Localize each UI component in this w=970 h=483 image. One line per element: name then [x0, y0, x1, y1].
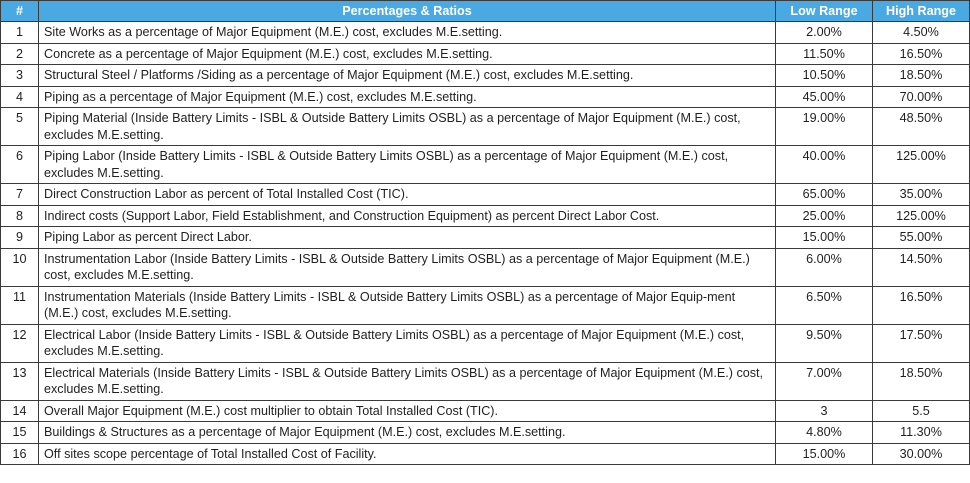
table-row [1, 86, 970, 108]
row-number: 4 [1, 86, 39, 108]
row-description: Direct Construction Labor as percent of Total Installed Cost (TIC). [39, 184, 776, 206]
row-number: 10 [1, 248, 39, 286]
row-number: 16 [1, 443, 39, 465]
row-high-range: 18.50% [873, 362, 970, 400]
row-low-range: 6.00% [776, 248, 873, 286]
table-row [1, 205, 970, 227]
row-high-range: 5.5 [873, 400, 970, 422]
row-low-range: 40.00% [776, 146, 873, 184]
row-description: Piping Material (Inside Battery Limits - ISBL & Outside Battery Limits OSBL) as a percentage of Major Equipment (M.E.) cost, excludes M.E.setting. [39, 108, 776, 146]
row-high-range: 16.50% [873, 286, 970, 324]
column-header-number: # [1, 1, 39, 22]
row-description: Electrical Materials (Inside Battery Limits - ISBL & Outside Battery Limits OSBL) as a percentage of Major Equipment (M.E.) cost, excludes M.E.setting. [39, 362, 776, 400]
row-high-range: 125.00% [873, 146, 970, 184]
row-low-range: 3 [776, 400, 873, 422]
row-number: 3 [1, 65, 39, 87]
row-high-range: 16.50% [873, 43, 970, 65]
row-description: Instrumentation Labor (Inside Battery Limits - ISBL & Outside Battery Limits OSBL) as a percentage of Major Equipment (M.E.) cost, excludes M.E.setting. [39, 248, 776, 286]
table-row [1, 324, 970, 362]
row-description: Electrical Labor (Inside Battery Limits - ISBL & Outside Battery Limits OSBL) as a percentage of Major Equipment (M.E.) cost, excludes M.E.setting. [39, 324, 776, 362]
column-header-high-range: High Range [873, 1, 970, 22]
row-low-range: 65.00% [776, 184, 873, 206]
row-high-range: 17.50% [873, 324, 970, 362]
row-low-range: 45.00% [776, 86, 873, 108]
table-row [1, 146, 970, 184]
row-number: 14 [1, 400, 39, 422]
row-low-range: 15.00% [776, 443, 873, 465]
row-description: Piping as a percentage of Major Equipment (M.E.) cost, excludes M.E.setting. [39, 86, 776, 108]
row-high-range: 35.00% [873, 184, 970, 206]
row-high-range: 125.00% [873, 205, 970, 227]
row-high-range: 11.30% [873, 422, 970, 444]
row-low-range: 11.50% [776, 43, 873, 65]
row-low-range: 15.00% [776, 227, 873, 249]
row-low-range: 25.00% [776, 205, 873, 227]
row-high-range: 48.50% [873, 108, 970, 146]
table-row [1, 65, 970, 87]
table-header-row [1, 1, 970, 22]
table-row [1, 422, 970, 444]
table-row [1, 362, 970, 400]
table-row [1, 108, 970, 146]
row-high-range: 55.00% [873, 227, 970, 249]
row-number: 13 [1, 362, 39, 400]
table-row [1, 227, 970, 249]
row-number: 12 [1, 324, 39, 362]
row-description: Piping Labor (Inside Battery Limits - ISBL & Outside Battery Limits OSBL) as a percentage of Major Equipment (M.E.) cost, excludes M.E.setting. [39, 146, 776, 184]
table-row [1, 43, 970, 65]
row-number: 2 [1, 43, 39, 65]
table-row [1, 22, 970, 44]
row-number: 11 [1, 286, 39, 324]
table-row [1, 184, 970, 206]
row-high-range: 70.00% [873, 86, 970, 108]
row-description: Overall Major Equipment (M.E.) cost multiplier to obtain Total Installed Cost (TIC). [39, 400, 776, 422]
row-high-range: 4.50% [873, 22, 970, 44]
row-number: 9 [1, 227, 39, 249]
row-number: 5 [1, 108, 39, 146]
row-number: 6 [1, 146, 39, 184]
row-number: 8 [1, 205, 39, 227]
row-description: Piping Labor as percent Direct Labor. [39, 227, 776, 249]
column-header-low-range: Low Range [776, 1, 873, 22]
table-row [1, 248, 970, 286]
row-number: 1 [1, 22, 39, 44]
row-description: Indirect costs (Support Labor, Field Establishment, and Construction Equipment) as percent Direct Labor Cost. [39, 205, 776, 227]
row-high-range: 14.50% [873, 248, 970, 286]
row-low-range: 6.50% [776, 286, 873, 324]
row-low-range: 10.50% [776, 65, 873, 87]
row-description: Structural Steel / Platforms /Siding as a percentage of Major Equipment (M.E.) cost, excludes M.E.setting. [39, 65, 776, 87]
row-description: Site Works as a percentage of Major Equipment (M.E.) cost, excludes M.E.setting. [39, 22, 776, 44]
row-description: Buildings & Structures as a percentage of Major Equipment (M.E.) cost, excludes M.E.setting. [39, 422, 776, 444]
row-number: 7 [1, 184, 39, 206]
row-description: Instrumentation Materials (Inside Battery Limits - ISBL & Outside Battery Limits OSBL) as a percentage of Major Equip-ment (M.E.) cost, excludes M.E.setting. [39, 286, 776, 324]
row-low-range: 9.50% [776, 324, 873, 362]
row-low-range: 7.00% [776, 362, 873, 400]
table-row [1, 443, 970, 465]
table-row [1, 286, 970, 324]
column-header-description: Percentages & Ratios [39, 1, 776, 22]
table-row [1, 400, 970, 422]
row-low-range: 4.80% [776, 422, 873, 444]
row-description: Off sites scope percentage of Total Installed Cost of Facility. [39, 443, 776, 465]
row-description: Concrete as a percentage of Major Equipment (M.E.) cost, excludes M.E.setting. [39, 43, 776, 65]
row-number: 15 [1, 422, 39, 444]
row-high-range: 30.00% [873, 443, 970, 465]
row-high-range: 18.50% [873, 65, 970, 87]
row-low-range: 2.00% [776, 22, 873, 44]
row-low-range: 19.00% [776, 108, 873, 146]
